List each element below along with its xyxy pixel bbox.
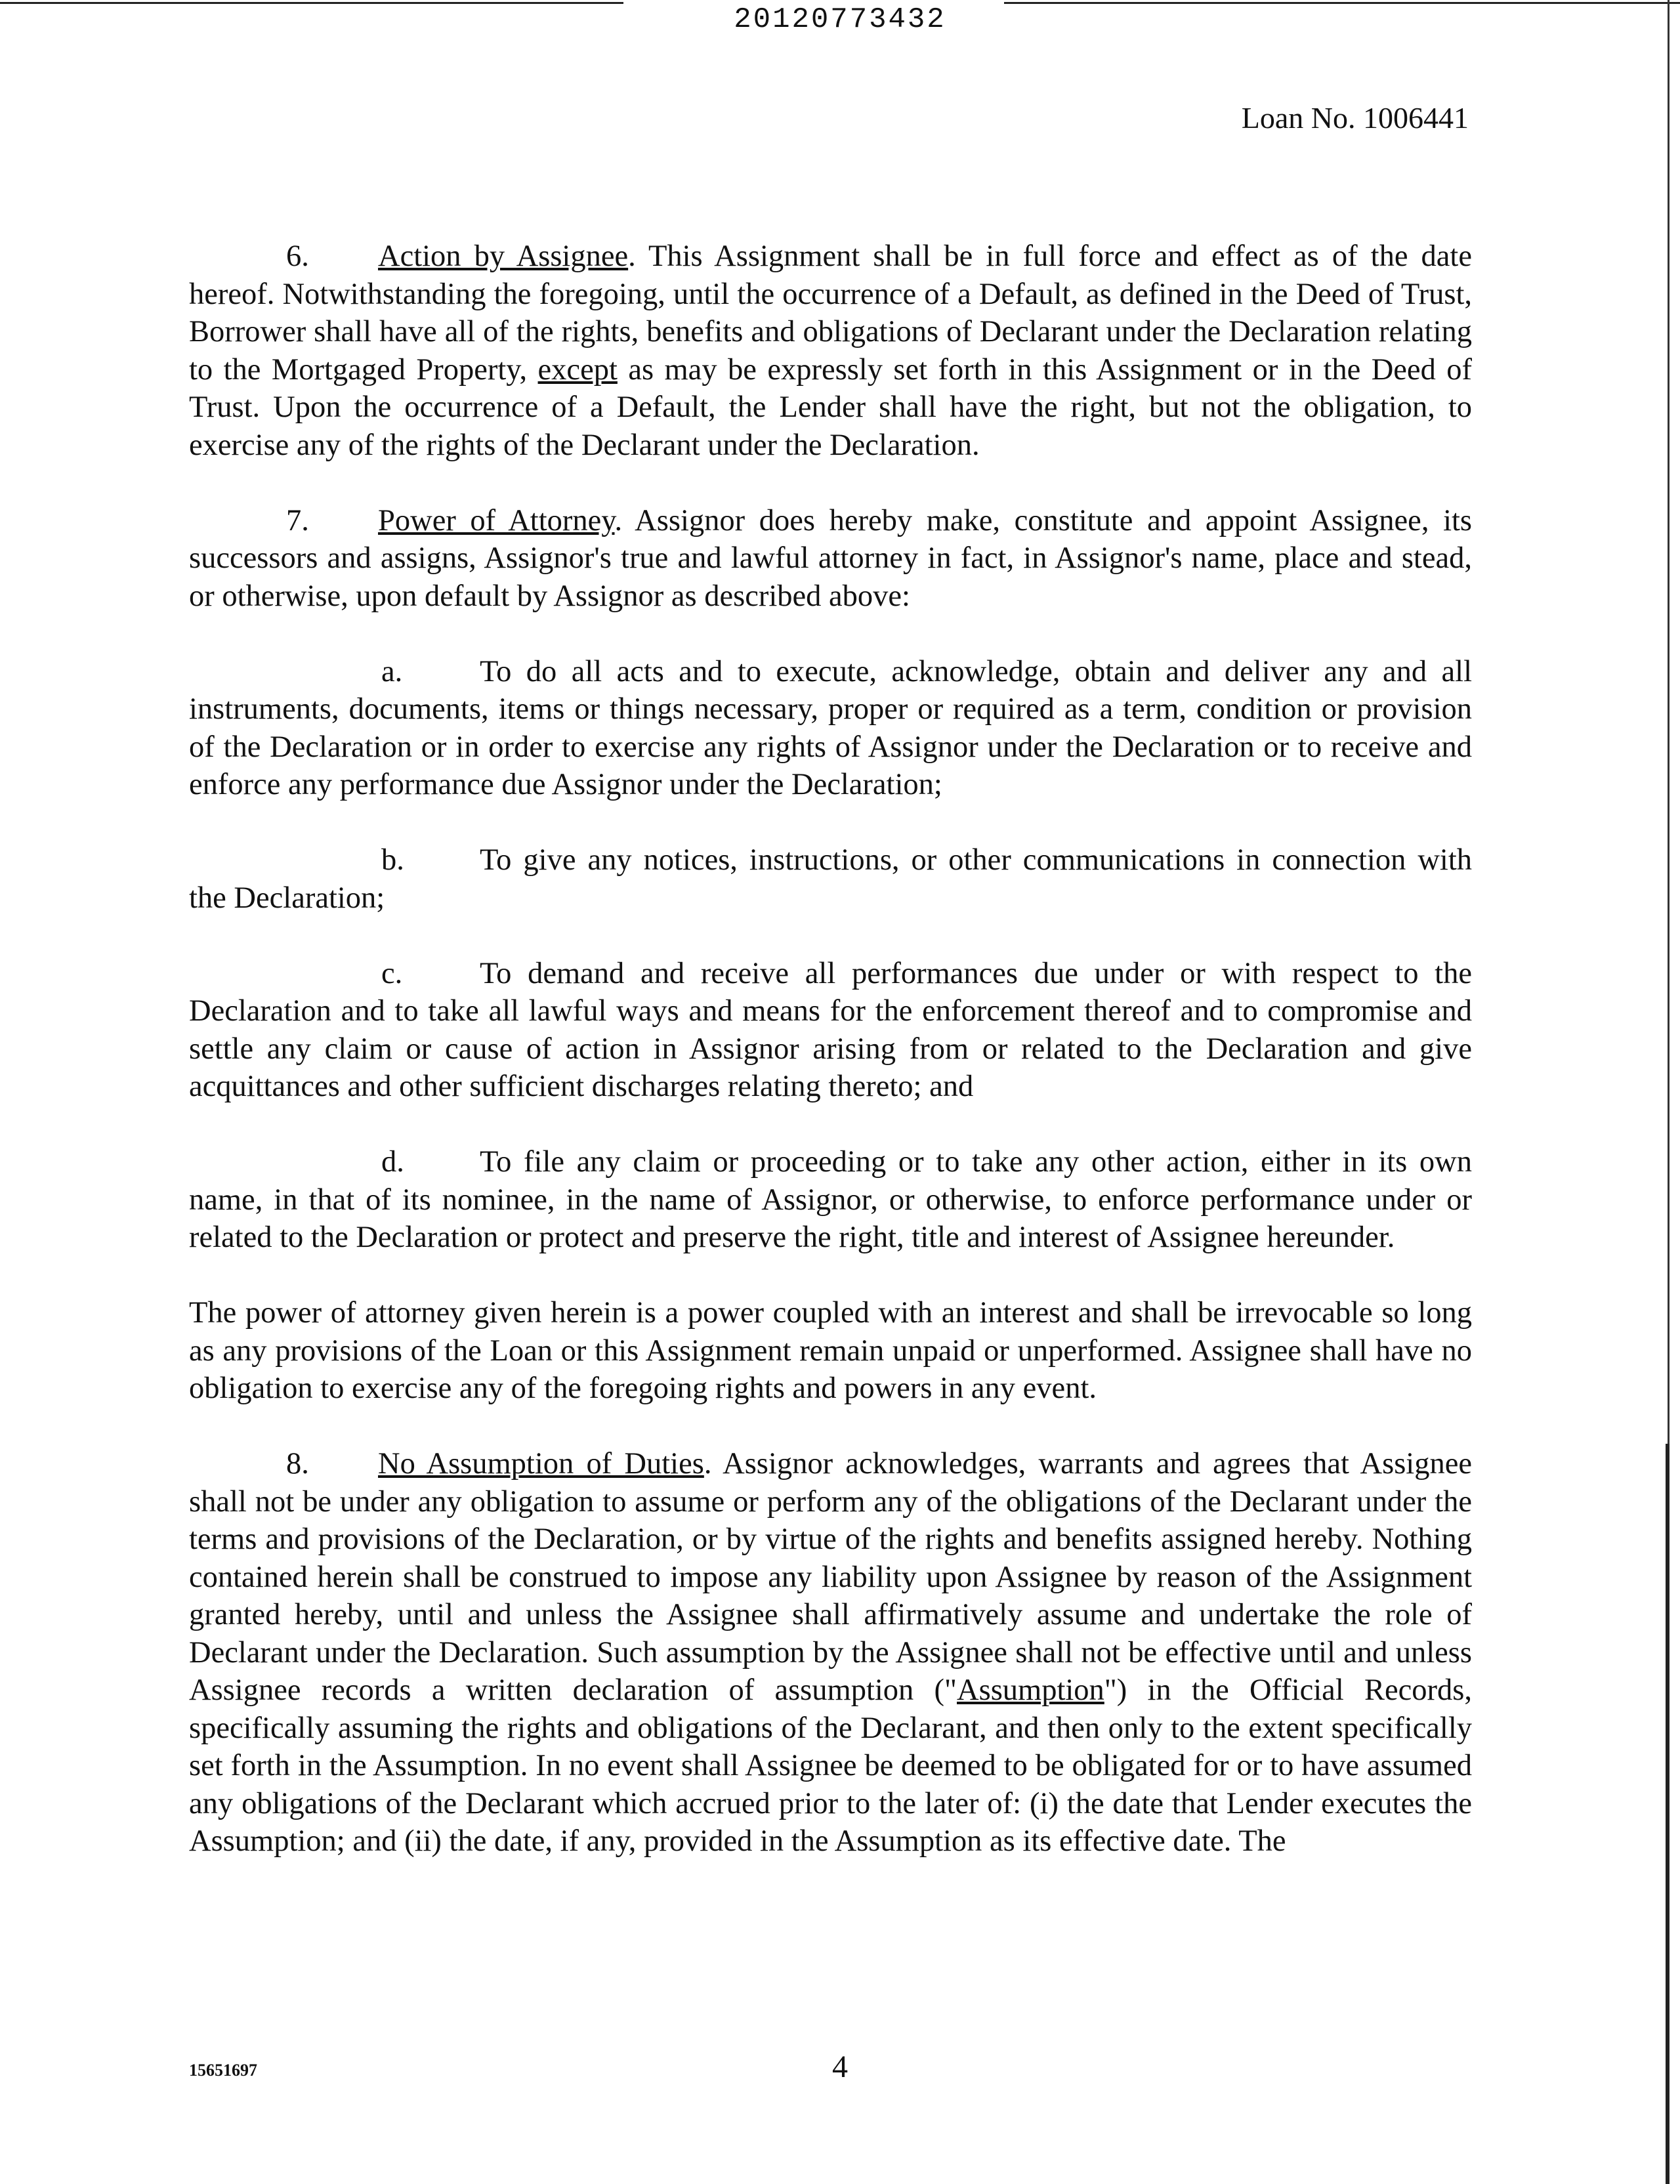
section-text: . Assignor acknowledges, warrants and agrees that Assignee shall not be under any obligation to assume or perform any of the obligations of the Declarant under the terms and provisions of the Declaration, or by virtue of the rights and benefits assigned hereby. Nothing contained herein shall be construed to impose any liability upon Assignee by reason of the Assignment granted hereby, until and unless the Assignee shall affirmatively assume and undertake the role of Declarant under the Declaration. Such assumption by the Assignee shall not be effective until and unless Assignee records a written declaration of assumption (" — [189, 1447, 1472, 1707]
section-heading: Action by Assignee — [378, 240, 629, 273]
subsection-a — [189, 653, 1472, 804]
section-number: 8. — [286, 1447, 309, 1480]
section-6 — [189, 238, 1472, 464]
emphasis-except: except — [537, 352, 618, 387]
subsection-b — [189, 841, 1472, 917]
subsection-label: b. — [381, 843, 404, 877]
recording-number: 20120773432 — [734, 3, 946, 36]
subsection-label: c. — [381, 956, 403, 990]
subsection-d — [189, 1143, 1472, 1257]
section-text: . This Assignment shall be in full force and effect as of the date hereof. Notwithstanding the foregoing, until the occurrence of a Default, as defined in the Deed of Trust, Borrower shall have all of the rights, benefits and obligations of Declarant under the Declaration relating to the Mortgaged Property, — [189, 240, 1472, 387]
subsection-c — [189, 955, 1472, 1106]
footer-document-id: 15651697 — [189, 2061, 257, 2080]
section-number: 7. — [286, 503, 309, 537]
section-number: 6. — [286, 240, 309, 273]
defined-term-assumption: Assumption — [957, 1673, 1104, 1707]
section-8 — [189, 1445, 1472, 1860]
section-7 — [189, 502, 1472, 616]
section-heading: No Assumption of Duties — [378, 1447, 704, 1480]
document-body — [189, 238, 1472, 1898]
subsection-text: To demand and receive all performances due under or with respect to the Declaration and to take all lawful ways and means for the enforcement thereof and to compromise and settle any claim or cause of action in Assignor arising from or related to the Declaration and give acquittances and other sufficient discharges relating thereto; and — [189, 956, 1472, 1103]
power-of-attorney-closing: The power of attorney given herein is a power coupled with an interest and shall be irrevocable so long as any provisions of the Loan or this Assignment remain unpaid or unperformed. Assignee shall have no obligation to exercise any of the foregoing rights and powers in any event. — [189, 1296, 1472, 1405]
subsection-label: d. — [381, 1145, 404, 1179]
section-text: . Assignor does hereby make, constitute and appoint Assignee, its successors and assigns, Assignor's true and lawful attorney in fact, in Assignor's name, place and stead, or otherwise, upon default by Assignor as described above: — [189, 503, 1472, 613]
subsection-label: a. — [381, 654, 403, 688]
loan-number: Loan No. 1006441 — [1241, 101, 1469, 135]
subsection-text: To do all acts and to execute, acknowledge, obtain and deliver any and all instruments, documents, items or things necessary, proper or required as a term, condition or provision of the Declaration or in order to exercise any rights of Assignor under the Declaration or to receive and enforce any performance due Assignor under the Declaration; — [189, 654, 1472, 801]
section-heading: Power of Attorney — [378, 503, 615, 537]
section-text: ") in the Official Records, specifically assuming the rights and obligations of the Declarant, and then only to the extent specifically set forth in the Assumption. In no event shall Assignee be deemed to be obligated for or to have assumed any obligations of the Declarant which accrued prior to the later of: (i) the date that Lender executes the Assumption; and (ii) the date, if any, provided in the Assumption as its effective date. The — [189, 1673, 1472, 1858]
subsection-text: To file any claim or proceeding or to take any other action, either in its own name, in that of its nominee, in the name of Assignor, or otherwise, to enforce performance under or related to the Declaration or protect and preserve the right, title and interest of Assignee hereunder. — [189, 1145, 1472, 1254]
subsection-text: To give any notices, instructions, or other communications in connection with the Declaration; — [189, 843, 1472, 915]
page-number: 4 — [832, 2049, 848, 2084]
section-text: as may be expressly set forth in this Assignment or in the Deed of Trust. Upon the occurrence of a Default, the Lender shall have the right, but not the obligation, to exercise any of the rights of the Declarant under the Declaration. — [189, 352, 1472, 462]
